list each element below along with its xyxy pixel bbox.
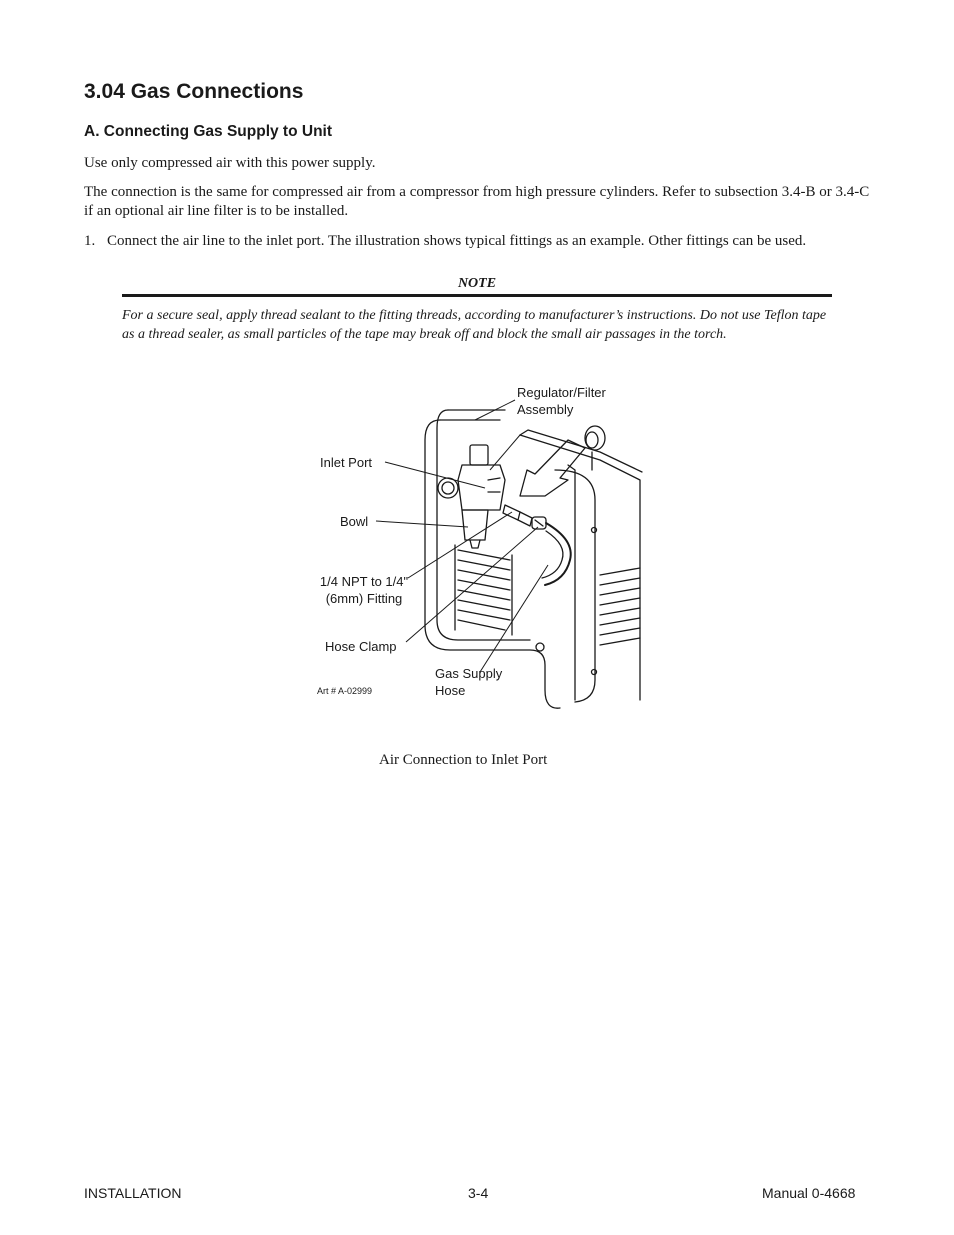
callout-regulator-line-1: Regulator/Filter — [517, 385, 606, 400]
callout-inlet-port: Inlet Port — [320, 455, 373, 470]
footer-page-number: 3-4 — [468, 1185, 489, 1201]
leader-gas-hose — [480, 565, 548, 672]
section-title: 3.04 Gas Connections — [84, 80, 304, 103]
art-number: Art # A-02999 — [317, 686, 373, 696]
left-vents — [455, 545, 512, 635]
step-text: Connect the air line to the inlet port. The illustration shows typical fittings as an example. Other fittings can be used. — [107, 233, 807, 249]
footer-section-label: INSTALLATION — [84, 1185, 182, 1201]
note-text: For a secure seal, apply thread sealant to the fitting threads, according to manufacturer’s instructions. Do not use Teflon tape as a thread sealer, as small particles of the tape may break off and block the small air passages in the torch. — [122, 308, 827, 342]
paragraph-air-only: Use only compressed air with this power supply. — [84, 155, 376, 171]
callout-fitting — [315, 573, 413, 607]
note-divider — [122, 294, 832, 297]
callout-gas-supply-hose — [435, 665, 502, 699]
leader-hose-clamp — [406, 527, 538, 642]
callout-fitting-line-1: 1/4 NPT to 1/4" — [319, 574, 409, 589]
figure-caption: Air Connection to Inlet Port — [379, 752, 548, 768]
leader-fitting — [408, 512, 512, 578]
callout-regulator — [517, 384, 606, 418]
callout-fitting-line-2: (6mm) Fitting — [325, 591, 403, 606]
step-number: 1. — [84, 233, 96, 249]
callout-gas-supply-hose-line-2: Hose — [435, 683, 466, 698]
callout-gas-supply-hose-line-1: Gas Supply — [435, 666, 503, 681]
leader-bowl — [376, 521, 468, 527]
callout-regulator-line-2: Assembly — [517, 402, 574, 417]
subsection-title: A. Connecting Gas Supply to Unit — [84, 123, 332, 140]
right-vents — [600, 568, 640, 645]
hose-clamp — [532, 517, 546, 529]
leader-inlet-port — [385, 462, 485, 488]
paragraph-connection: The connection is the same for compressed air from a compressor from high pressure cylinders. Refer to subsection 3.4-B or 3.4-C if an optional air line filter is to be installed. — [84, 184, 870, 219]
callout-hose-clamp: Hose Clamp — [325, 639, 397, 654]
callout-bowl: Bowl — [340, 514, 369, 529]
step-1 — [84, 232, 874, 251]
regulator-assembly — [438, 445, 505, 548]
note-heading: NOTE — [457, 276, 497, 291]
footer-manual-number: Manual 0-4668 — [762, 1185, 856, 1201]
